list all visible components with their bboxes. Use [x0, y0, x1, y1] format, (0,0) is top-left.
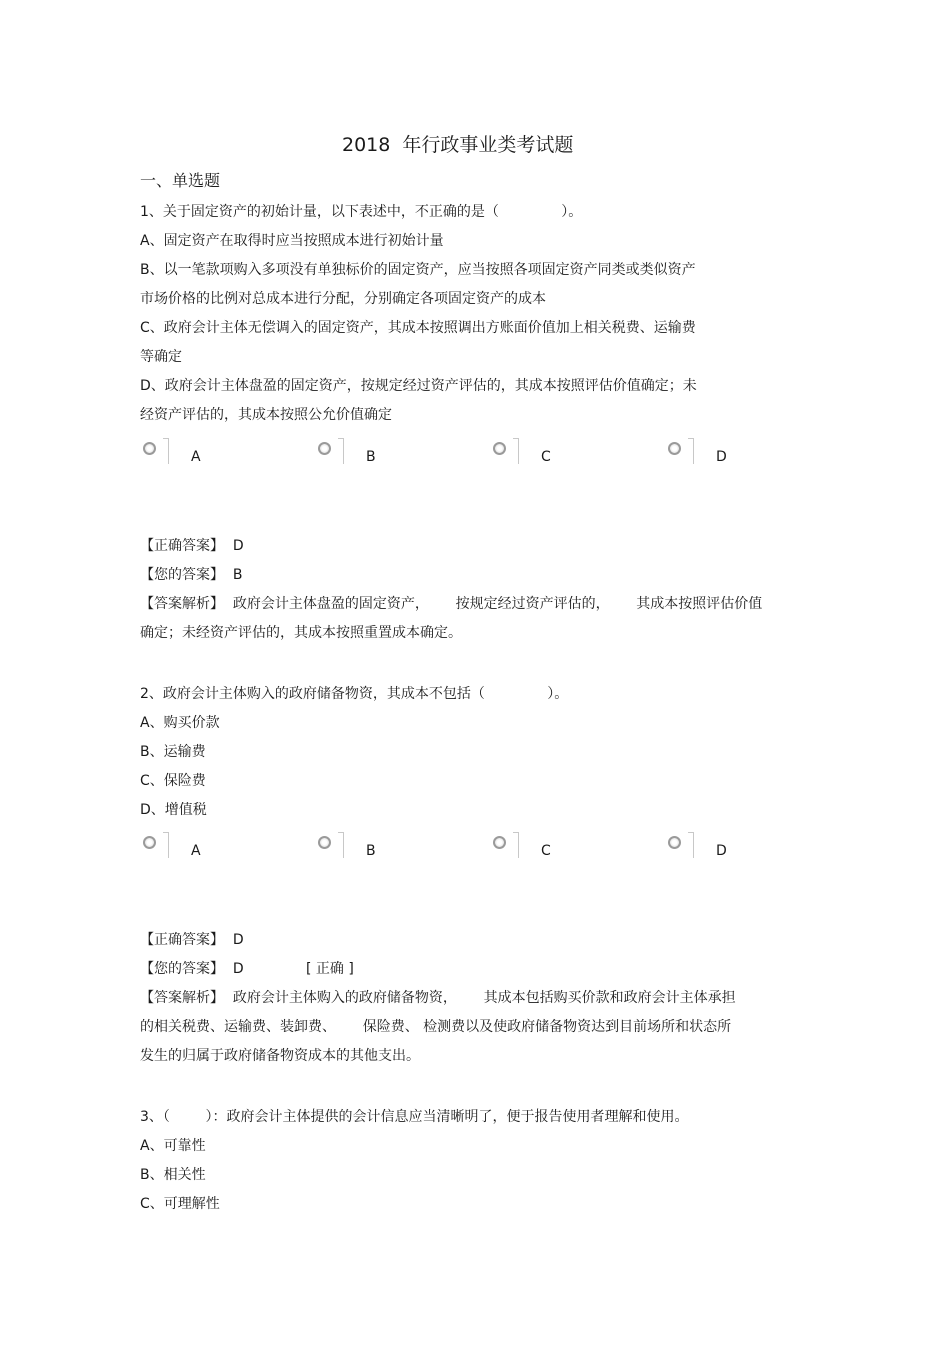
question-stem: 3、（ ）：政府会计主体提供的会计信息应当清晰明了，便于报告使用者理解和使用。 — [140, 1109, 689, 1125]
radio-circle-icon[interactable] — [668, 442, 681, 455]
option-d-radio[interactable] — [668, 442, 728, 468]
page-title: 2018 年行政事业类考试题 — [342, 134, 574, 156]
choice-b-text: B、运输费 — [140, 744, 206, 760]
section-heading: 一、单选题 — [140, 171, 221, 190]
radio-circle-icon[interactable] — [493, 442, 506, 455]
choice-c-text: C、可理解性 — [140, 1196, 220, 1212]
option-label: B — [366, 843, 376, 859]
option-c-radio[interactable] — [493, 836, 553, 862]
option-label: A — [191, 843, 201, 859]
correct-answer: 【正确答案】 D — [140, 538, 244, 554]
choice-d-text: D、政府会计主体盘盈的固定资产，按规定经过资产评估的，其成本按照评估价值确定；未 — [140, 378, 697, 394]
question-stem: 1、关于固定资产的初始计量，以下表述中，不正确的是（ ）。 — [140, 204, 583, 220]
answer-analysis: 【答案解析】 政府会计主体购入的政府储备物资， 其成本包括购买价款和政府会计主体承担 — [140, 990, 736, 1006]
choice-c-text: C、保险费 — [140, 773, 206, 789]
choice-c-text-cont: 等确定 — [140, 349, 182, 365]
choice-d-text-cont: 经资产评估的，其成本按照公允价值确定 — [140, 407, 392, 423]
choice-b-text-cont: 市场价格的比例对总成本进行分配，分别确定各项固定资产的成本 — [140, 291, 546, 307]
radio-circle-icon[interactable] — [143, 836, 156, 849]
choice-c-text: C、政府会计主体无偿调入的固定资产，其成本按照调出方账面价值加上相关税费、运输费 — [140, 320, 696, 336]
option-a-radio[interactable] — [143, 442, 203, 468]
choice-b-text: B、以一笔款项购入多项没有单独标价的固定资产，应当按照各项固定资产同类或类似资产 — [140, 262, 696, 278]
option-c-radio[interactable] — [493, 442, 553, 468]
option-b-radio[interactable] — [318, 442, 378, 468]
option-label: C — [541, 843, 551, 859]
option-label: D — [716, 843, 727, 859]
choice-a-text: A、购买价款 — [140, 715, 220, 731]
option-d-radio[interactable] — [668, 836, 728, 862]
option-a-radio[interactable] — [143, 836, 203, 862]
choice-b-text: B、相关性 — [140, 1167, 206, 1183]
answer-analysis-cont: 确定；未经资产评估的，其成本按照重置成本确定。 — [140, 625, 462, 641]
answer-analysis-cont-2: 发生的归属于政府储备物资成本的其他支出。 — [140, 1048, 420, 1064]
radio-circle-icon[interactable] — [318, 442, 331, 455]
radio-circle-icon[interactable] — [493, 836, 506, 849]
your-answer: 【您的答案】 D [ 正确 ] — [140, 961, 354, 977]
question-stem: 2、政府会计主体购入的政府储备物资，其成本不包括（ ）。 — [140, 686, 569, 702]
answer-analysis-cont: 的相关税费、运输费、装卸费、 保险费、 检测费以及使政府储备物资达到目前场所和状态所 — [140, 1019, 732, 1035]
answer-analysis: 【答案解析】 政府会计主体盘盈的固定资产， 按规定经过资产评估的， 其成本按照评估价值 — [140, 596, 763, 612]
your-answer: 【您的答案】 B — [140, 567, 243, 583]
radio-circle-icon[interactable] — [668, 836, 681, 849]
choice-a-text: A、可靠性 — [140, 1138, 206, 1154]
radio-circle-icon[interactable] — [318, 836, 331, 849]
radio-circle-icon[interactable] — [143, 442, 156, 455]
option-label: A — [191, 449, 201, 465]
option-label: B — [366, 449, 376, 465]
choice-d-text: D、增值税 — [140, 802, 207, 818]
option-b-radio[interactable] — [318, 836, 378, 862]
option-label: D — [716, 449, 727, 465]
option-label: C — [541, 449, 551, 465]
correct-answer: 【正确答案】 D — [140, 932, 244, 948]
choice-a-text: A、固定资产在取得时应当按照成本进行初始计量 — [140, 233, 444, 249]
